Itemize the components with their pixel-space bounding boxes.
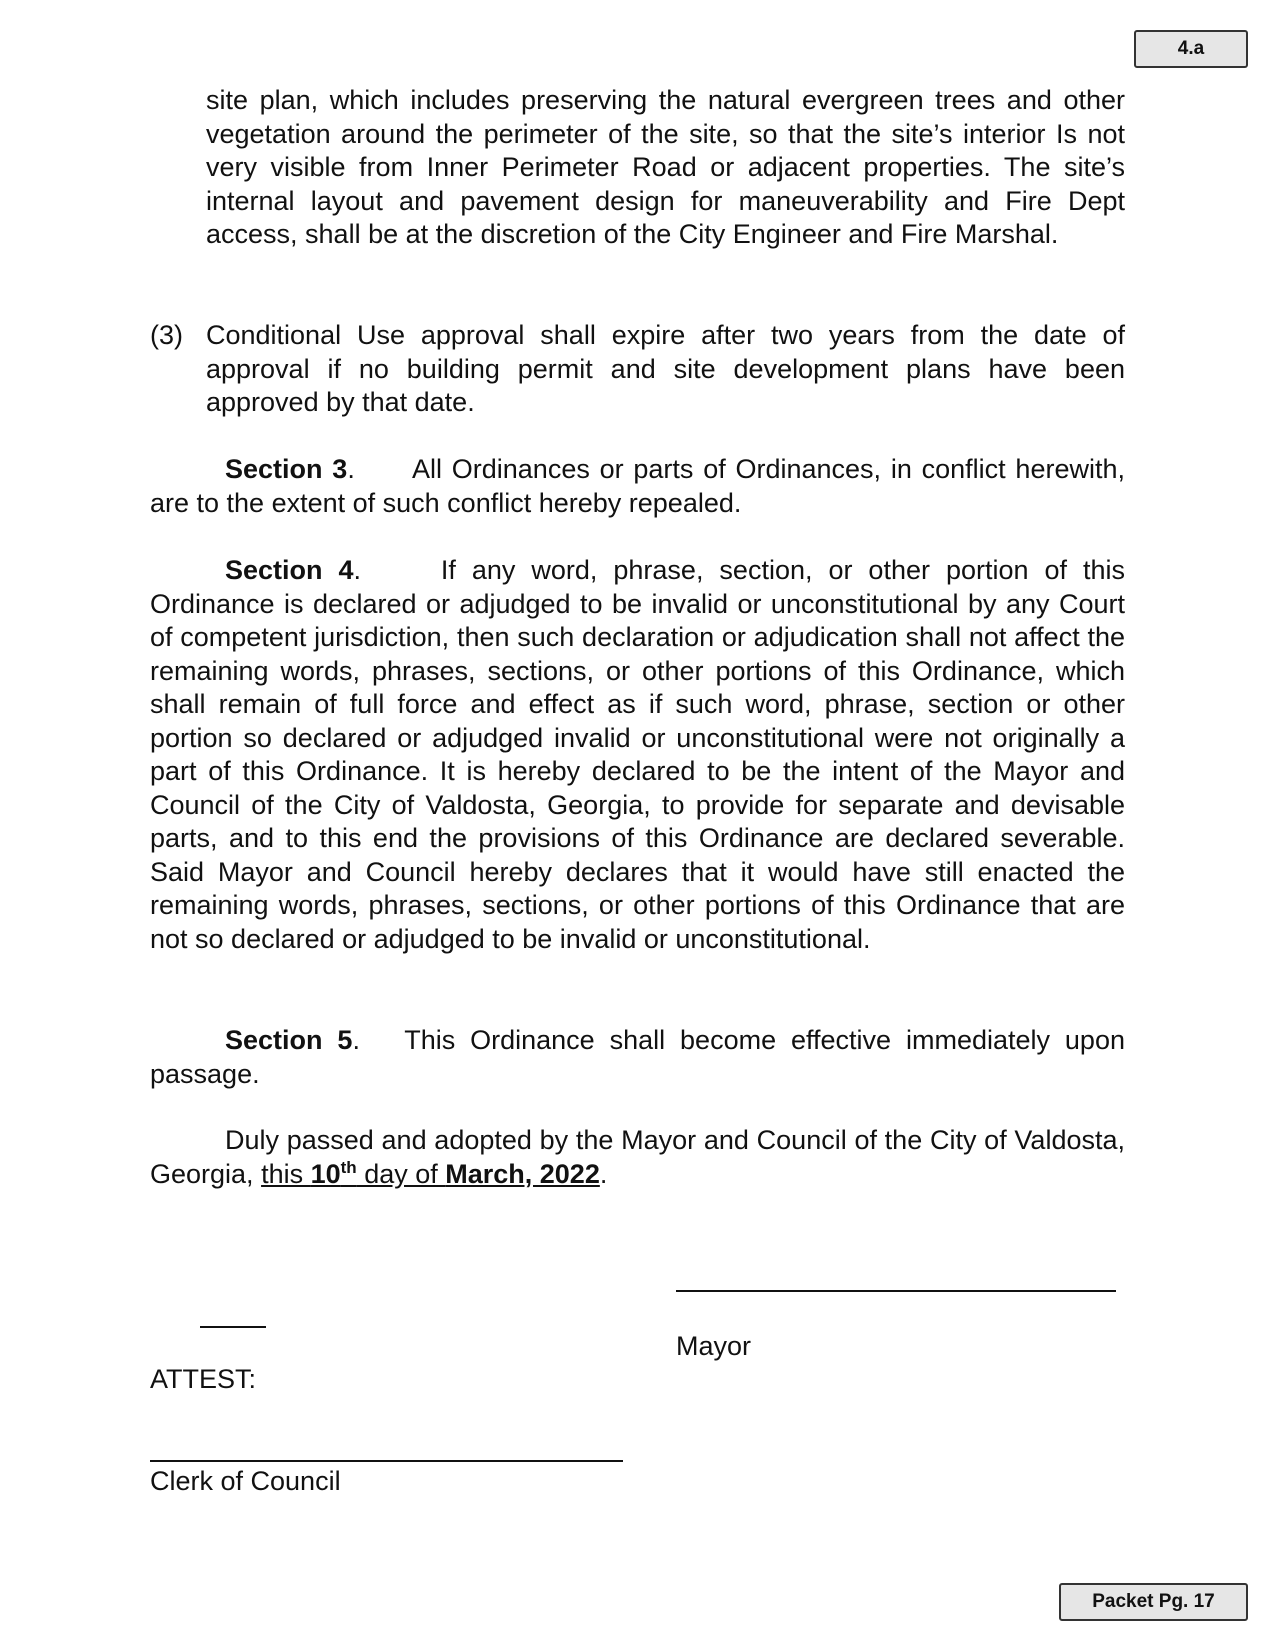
attest-label: ATTEST: <box>150 1364 257 1394</box>
condition-3 <box>150 319 1125 420</box>
condition-3-number: (3) <box>150 320 183 350</box>
adoption-date: this 10th day of March, 2022 <box>261 1157 600 1189</box>
section-5-text: This Ordinance shall become effective immediately upon passage. <box>150 1025 1125 1089</box>
section-5-heading: Section 5 <box>225 1025 353 1055</box>
section-3-heading: Section 3 <box>225 454 348 484</box>
section-5-paragraph: Section 5. This Ordinance shall become effective immediately upon passage. <box>150 1025 1125 1089</box>
adoption-lead: Duly passed and adopted by the Mayor and Council of the City of Valdosta, Georgia, <box>150 1125 1125 1189</box>
mayor-signature-line <box>676 1290 1116 1292</box>
section-4-paragraph: Section 4. If any word, phrase, section, or other portion of this Ordinance is declared or adjudged to be invalid or unconstitutional by any Court of competent jurisdiction, then such declaration or adjudication shall not affect the remaining words, phrases, sections, or other portions of this Ordinance, which shall remain of full force and effect as if such word, phrase, section or other portion so declared or adjudged invalid or unconstitutional were not originally a part of this Ordinance. It is hereby declared to be the intent of the Mayor and Council of the City of Valdosta, Georgia, to provide for separate and devisable parts, and to this end the provisions of this Ordinance are declared severable. Said Mayor and Council hereby declares that it would have still enacted the remaining words, phrases, sections, or other portions of this Ordinance that are not so declared or adjudged to be invalid or unconstitutional. <box>150 555 1125 954</box>
clerk-signature-line <box>150 1460 623 1462</box>
adoption-month-year: March, 2022 <box>445 1158 600 1189</box>
section-3-text: All Ordinances or parts of Ordinances, in conflict herewith, are to the extent of such conflict hereby repealed. <box>150 454 1125 518</box>
adoption-day: 10th <box>310 1157 357 1189</box>
clerk-label: Clerk of Council <box>150 1466 341 1496</box>
section-3-paragraph: Section 3. All Ordinances or parts of Ordinances, in conflict herewith, are to the extent of such conflict hereby repealed. <box>150 454 1125 518</box>
mayor-label: Mayor <box>676 1331 752 1361</box>
attachment-tag: 4.a <box>1134 30 1248 68</box>
condition-2-continuation: site plan, which includes preserving the natural evergreen trees and other vegetation around the perimeter of the site, so that the site’s interior Is not very visible from Inner Perimeter Road or adjacent properties. The site’s internal layout and pavement design for maneuverability and Fire Dept access, shall be at the discretion of the City Engineer and Fire Marshal. <box>206 85 1125 249</box>
short-rule <box>200 1326 266 1328</box>
adoption-paragraph: Duly passed and adopted by the Mayor and Council of the City of Valdosta, Georgia, this 10th day of March, 2022. <box>150 1125 1125 1189</box>
condition-3-text: Conditional Use approval shall expire after two years from the date of approval if no building permit and site development plans have been approved by that date. <box>206 320 1125 417</box>
section-4-text: If any word, phrase, section, or other portion of this Ordinance is declared or adjudged to be invalid or unconstitutional by any Court of competent jurisdiction, then such declaration or adjudication shall not affect the remaining words, phrases, sections, or other portions of this Ordinance, which shall remain of full force and effect as if such word, phrase, section or other portion so declared or adjudged invalid or unconstitutional were not originally a part of this Ordinance. It is hereby declared to be the intent of the Mayor and Council of the City of Valdosta, Georgia, to provide for separate and devisable parts, and to this end the provisions of this Ordinance are declared severable. Said Mayor and Council hereby declares that it would have still enacted the remaining words, phrases, sections, or other portions of this Ordinance that are not so declared or adjudged to be invalid or unconstitutional. <box>150 555 1125 954</box>
section-4-heading: Section 4 <box>225 555 354 585</box>
packet-page-tag: Packet Pg. 17 <box>1059 1583 1248 1621</box>
